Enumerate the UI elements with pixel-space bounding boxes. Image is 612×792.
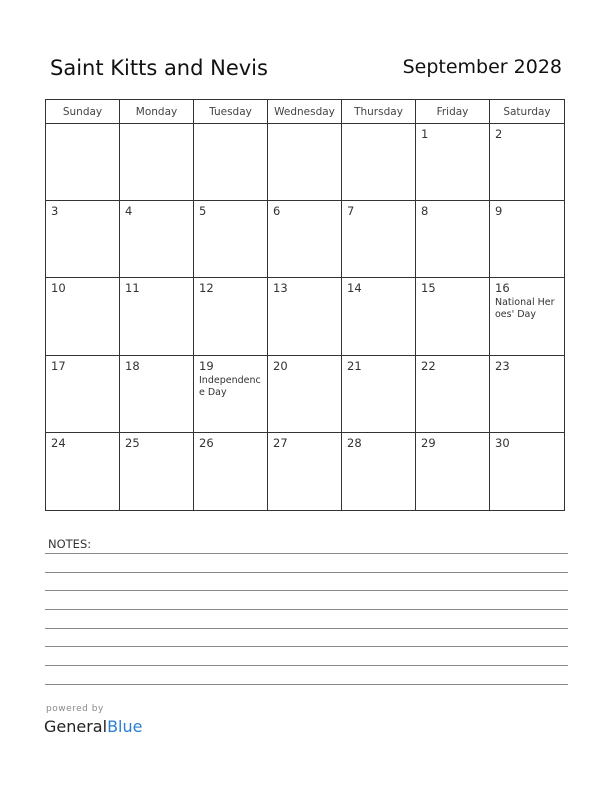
day-number: 29 [421, 435, 436, 450]
day-number: 1 [421, 127, 429, 141]
day-cell[interactable] [46, 124, 120, 201]
notes-label: NOTES: [48, 537, 92, 551]
holiday-label: National Heroes' Day [495, 297, 555, 321]
day-cell[interactable] [194, 124, 268, 201]
day-number: 28 [347, 435, 362, 450]
day-cell[interactable] [342, 433, 416, 510]
day-number: 6 [273, 204, 281, 219]
day-number: 19 [199, 358, 214, 373]
powered-by-label: powered by [46, 704, 104, 714]
day-cell[interactable] [46, 356, 120, 433]
day-number: 16 [495, 281, 510, 296]
day-number: 20 [273, 358, 288, 373]
brand-blue-text: Blue [107, 717, 143, 736]
day-number: 22 [421, 358, 436, 373]
day-cell[interactable] [416, 201, 490, 278]
day-cell[interactable] [490, 433, 564, 510]
day-number: 25 [125, 435, 140, 450]
country-title: Saint Kitts and Nevis [50, 56, 268, 80]
day-number: 3 [51, 204, 59, 219]
weekday-header: Thursday [342, 100, 416, 124]
day-cell[interactable] [46, 433, 120, 510]
day-number: 2 [495, 127, 503, 141]
day-number: 21 [347, 358, 362, 373]
day-cell[interactable] [268, 278, 342, 355]
day-number: 8 [421, 204, 429, 219]
day-cell[interactable] [120, 433, 194, 510]
note-line [45, 590, 568, 591]
day-cell[interactable] [46, 201, 120, 278]
day-cell[interactable] [342, 278, 416, 355]
day-cell[interactable] [416, 124, 490, 201]
day-cell[interactable] [490, 356, 564, 433]
day-cell[interactable] [342, 201, 416, 278]
day-number: 11 [125, 281, 140, 296]
day-cell[interactable] [490, 124, 564, 201]
day-cell[interactable] [120, 356, 194, 433]
note-line [45, 665, 568, 666]
day-cell[interactable] [342, 356, 416, 433]
day-number: 24 [51, 435, 66, 450]
day-cell[interactable] [194, 201, 268, 278]
day-number: 10 [51, 281, 66, 296]
day-number: 12 [199, 281, 214, 296]
day-number: 7 [347, 204, 355, 219]
month-year-title: September 2028 [402, 56, 562, 78]
note-line [45, 684, 568, 685]
day-cell[interactable] [342, 124, 416, 201]
day-number: 23 [495, 358, 510, 373]
weekday-header: Monday [120, 100, 194, 124]
day-cell[interactable] [268, 356, 342, 433]
day-cell[interactable] [416, 433, 490, 510]
weekday-header: Wednesday [268, 100, 342, 124]
day-number: 4 [125, 204, 133, 219]
day-cell[interactable] [490, 201, 564, 278]
day-cell[interactable] [416, 356, 490, 433]
day-cell[interactable] [268, 201, 342, 278]
note-line [45, 609, 568, 610]
day-cell[interactable] [194, 433, 268, 510]
day-cell[interactable] [268, 433, 342, 510]
day-number: 27 [273, 435, 288, 450]
day-cell[interactable] [490, 278, 564, 355]
note-line [45, 553, 568, 554]
brand-general-text: General [44, 717, 108, 736]
day-number: 17 [51, 358, 66, 373]
day-number: 26 [199, 435, 214, 450]
note-line [45, 572, 568, 573]
weekday-header: Saturday [490, 100, 564, 124]
holiday-label: Independence Day [199, 374, 261, 398]
weekday-header: Tuesday [194, 100, 268, 124]
day-number: 18 [125, 358, 140, 373]
day-cell[interactable] [120, 124, 194, 201]
day-cell[interactable] [416, 278, 490, 355]
day-number: 15 [421, 281, 436, 296]
day-cell[interactable] [194, 278, 268, 355]
note-line [45, 628, 568, 629]
weekday-header: Sunday [46, 100, 120, 124]
day-cell[interactable] [120, 201, 194, 278]
weekday-header: Friday [416, 100, 490, 124]
day-number: 5 [199, 204, 207, 219]
generalblue-logo[interactable] [44, 717, 142, 736]
day-cell[interactable] [120, 278, 194, 355]
calendar-grid [45, 99, 565, 511]
day-number: 13 [273, 281, 288, 296]
day-number: 9 [495, 204, 503, 219]
day-number: 30 [495, 435, 510, 450]
day-cell[interactable] [194, 356, 268, 433]
day-cell[interactable] [46, 278, 120, 355]
day-number: 14 [347, 281, 362, 296]
note-line [45, 646, 568, 647]
day-cell[interactable] [268, 124, 342, 201]
